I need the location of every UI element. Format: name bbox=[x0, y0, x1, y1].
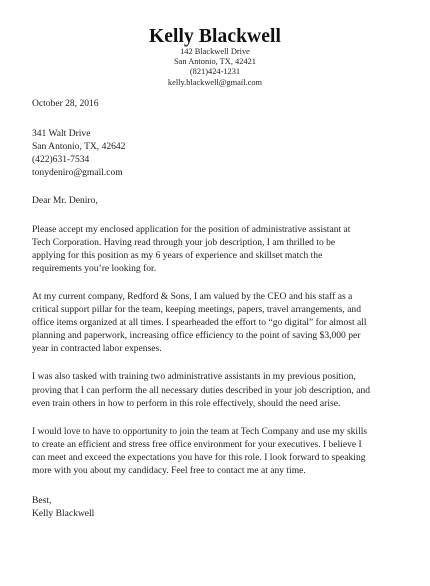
sender-name: Kelly Blackwell bbox=[148, 26, 282, 47]
paragraph-line: office items organized at all times. I spearheaded the effort to “go digital” for almost all bbox=[32, 317, 367, 329]
sender-phone: (821)424-1231 bbox=[189, 67, 241, 77]
signature-name: Kelly Blackwell bbox=[32, 508, 95, 520]
paragraph-line: requirements you’re looking for. bbox=[32, 262, 157, 274]
paragraph-line: applying for this position as my 6 years of experience and skillset match the bbox=[32, 249, 323, 261]
paragraph-line: I was also tasked with training two administrative assistants in my previous position, bbox=[32, 371, 356, 383]
letterhead bbox=[0, 27, 430, 88]
sender-email: kelly.blackwell@gmail.com bbox=[167, 77, 263, 87]
paragraph-line: Tech Corporation. Having read through your job description, I am thrilled to be bbox=[32, 236, 336, 248]
paragraph-line: can meet and exceed the expectations you have for this role. I look forward to speaking bbox=[32, 451, 366, 463]
paragraph-line: to create an efficient and stress free office environment for your executives. I believe I bbox=[32, 438, 362, 450]
recipient-street: 341 Walt Drive bbox=[32, 128, 91, 140]
paragraph-line: At my current company, Redford & Sons, I am valued by the CEO and his staff as a bbox=[32, 290, 353, 302]
paragraph-line: even train others in how to perform in this role effectively, should the need arise. bbox=[32, 397, 341, 409]
paragraph-line: year in contracted labor expenses. bbox=[32, 343, 162, 355]
valediction: Best, bbox=[32, 495, 52, 507]
paragraph-line: planning and paperwork, increasing office efficiency to the point of saving $3,000 per bbox=[32, 330, 361, 342]
paragraph-training bbox=[32, 370, 407, 409]
paragraph-line: Please accept my enclosed application for the position of administrative assistant at bbox=[32, 223, 351, 235]
salutation: Dear Mr. Deniro, bbox=[32, 195, 98, 207]
paragraph-line: I would love to have to opportunity to join the team at Tech Company and use my skills bbox=[32, 425, 368, 437]
letter-body bbox=[32, 97, 407, 520]
recipient-city: San Antonio, TX, 42642 bbox=[32, 141, 126, 153]
recipient-phone: (422)631-7534 bbox=[32, 154, 90, 166]
closing-block bbox=[32, 494, 407, 520]
sender-address-line2: San Antonio, TX, 42421 bbox=[174, 57, 256, 67]
paragraph-line: proving that I can perform the all necessary duties described in your job description, and bbox=[32, 384, 371, 396]
recipient-email: tonydeniro@gmail.com bbox=[32, 167, 123, 179]
recipient-block bbox=[32, 127, 407, 179]
sender-address-line1: 142 Blackwell Drive bbox=[180, 47, 250, 56]
paragraph-current-role bbox=[32, 290, 407, 355]
paragraph-line: critical support pillar for the team, keeping meetings, papers, travel arrangements, and bbox=[32, 304, 361, 316]
paragraph-closing bbox=[32, 425, 407, 477]
paragraph-line: more with you about my candidacy. Feel free to contact me at any time. bbox=[32, 464, 306, 476]
paragraph-intro bbox=[32, 223, 407, 275]
letter-date: October 28, 2016 bbox=[32, 98, 99, 109]
